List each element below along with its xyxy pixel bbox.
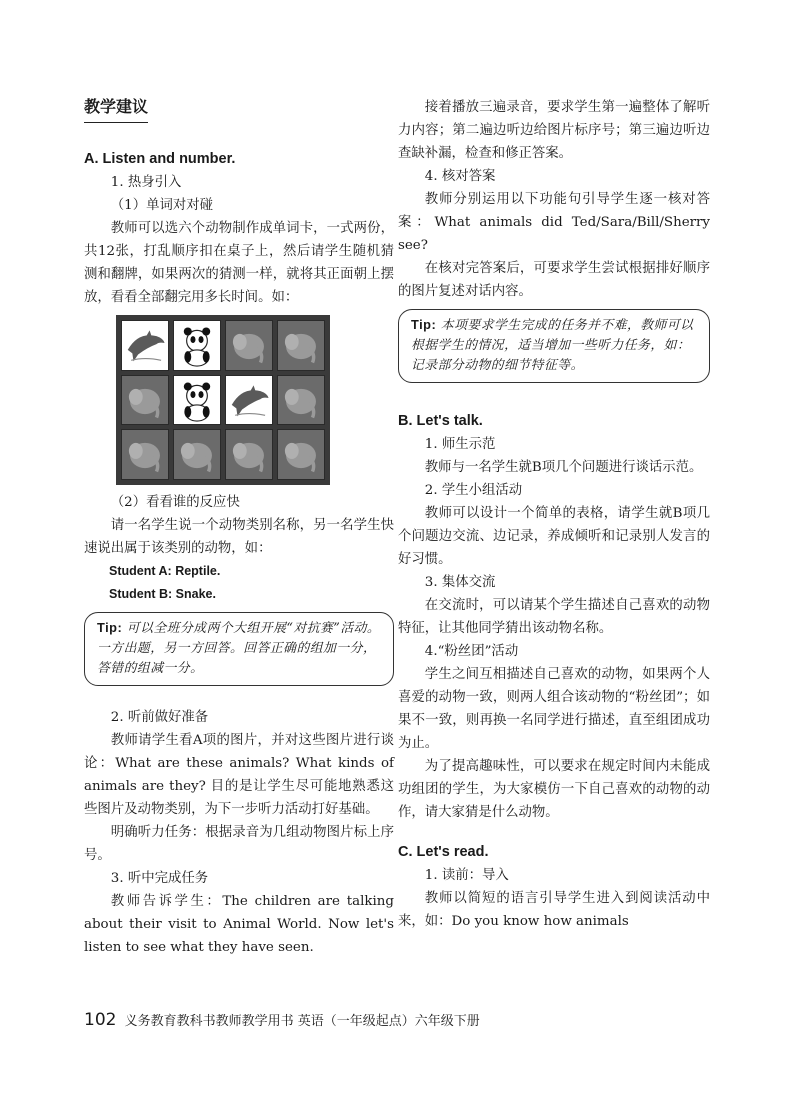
page-number: 102	[84, 1010, 117, 1030]
section-b-heading: B. Let's talk.	[398, 413, 483, 429]
student-b-line: Student B: Snake.	[109, 587, 216, 601]
step-2-text: 教师请学生看A项的图片，并对这些图片进行谈论：What are these animals? What kinds of animals are they? 目的是让学生尽可能地熟悉这些图片及动物类别，为下一步听力活动打好基础。	[84, 733, 394, 817]
tip-label: Tip:	[97, 620, 123, 635]
b-step-2-heading: 2. 学生小组活动	[424, 483, 523, 498]
word-card-dolphin	[121, 320, 169, 371]
b-step-4-heading: 4.“粉丝团”活动	[424, 644, 519, 659]
step-3-heading: 3. 听中完成任务	[110, 871, 209, 886]
step-4-text: 教师分别运用以下功能句引导学生逐一核对答案：What animals did Ted/Sara/Bill/Sherry see?	[398, 192, 710, 253]
b-step-3-heading: 3. 集体交流	[424, 575, 496, 590]
step-3-text-cont: 接着播放三遍录音，要求学生第一遍整体了解听力内容；第二遍边听边给图片标序号；第三遍边听边查缺补漏，检查和修正答案。	[398, 100, 710, 161]
step-1-1-heading: （1）单词对对碰	[110, 198, 214, 213]
word-card-back	[225, 320, 273, 371]
student-a-line: Student A: Reptile.	[109, 564, 221, 578]
word-card-back	[121, 429, 169, 480]
b-step-1-heading: 1. 师生示范	[424, 437, 496, 452]
word-card-grid-image	[116, 315, 330, 485]
word-card-back	[173, 429, 221, 480]
word-card-back	[277, 429, 325, 480]
elephant-icon	[226, 321, 272, 370]
c-step-1-text: 教师以简短的语言引导学生进入到阅读活动中来，如：Do you know how animals	[398, 891, 710, 929]
elephant-icon	[174, 430, 220, 479]
step-1-2-text: 请一名学生说一个动物类别名称，另一名学生快速说出属于该类别的动物，如：	[84, 518, 394, 556]
b-step-1-text: 教师与一名学生就B项几个问题进行谈话示范。	[424, 460, 703, 475]
panda-icon	[174, 376, 220, 425]
b-step-3-text: 在交流时，可以请某个学生描述自己喜欢的动物特征，让其他同学猜出该动物名称。	[398, 598, 710, 636]
tip-box-2	[398, 309, 710, 383]
word-card-back	[225, 429, 273, 480]
left-column	[84, 96, 394, 959]
b-step-4-text-2: 为了提高趣味性，可以要求在规定时间内未能成功组团的学生，为大家模仿一下自己喜欢的动物的动作，请大家猜是什么动物。	[398, 759, 710, 820]
elephant-icon	[278, 376, 324, 425]
step-2-text-2: 明确听力任务：根据录音为几组动物图片标上序号。	[84, 825, 394, 863]
dolphin-icon	[122, 321, 168, 370]
step-4-heading: 4. 核对答案	[424, 169, 496, 184]
section-a-heading: A. Listen and number.	[84, 151, 236, 167]
book-title: 义务教育教科书教师教学用书 英语（一年级起点）六年级下册	[124, 1014, 480, 1029]
step-4-text-2: 在核对完答案后，可要求学生尝试根据排好顺序的图片复述对话内容。	[398, 261, 710, 299]
dolphin-icon	[226, 376, 272, 425]
elephant-icon	[278, 430, 324, 479]
elephant-icon	[278, 321, 324, 370]
c-step-1-heading: 1. 读前：导入	[424, 868, 509, 883]
page-footer	[84, 1010, 480, 1030]
elephant-icon	[122, 376, 168, 425]
word-card-panda	[173, 375, 221, 426]
step-2-heading: 2. 听前做好准备	[110, 710, 209, 725]
tip-text: 可以全班分成两个大组开展“对抗赛”活动。一方出题，另一方回答。回答正确的组加一分，答错的组减一分。	[97, 621, 381, 676]
word-card-back	[121, 375, 169, 426]
section-c-heading: C. Let's read.	[398, 844, 489, 860]
word-card-panda	[173, 320, 221, 371]
tip-label: Tip:	[411, 317, 437, 332]
elephant-icon	[122, 430, 168, 479]
word-card-dolphin	[225, 375, 273, 426]
word-card-back	[277, 375, 325, 426]
right-column	[398, 96, 710, 933]
word-card-back	[277, 320, 325, 371]
panda-icon	[174, 321, 220, 370]
step-3-text: 教师告诉学生：The children are talking about their visit to Animal World. Now let's listen to see what they have seen.	[84, 894, 394, 955]
b-step-2-text: 教师可以设计一个简单的表格，请学生就B项几个问题边交流、边记录，养成倾听和记录别人发言的好习惯。	[398, 506, 710, 567]
section-title: 教学建议	[84, 96, 148, 123]
step-1-1-text: 教师可以选六个动物制作成单词卡，一式两份，共12张，打乱顺序扣在桌子上，然后请学生随机猜测和翻牌，如果两次的猜测一样，就将其正面朝上摆放，看看全部翻完用多长时间。如：	[84, 221, 394, 305]
b-step-4-text: 学生之间互相描述自己喜欢的动物，如果两个人喜爱的动物一致，则两人组合该动物的“粉丝团”；如果不一致，则再换一名同学进行描述，直至组团成功为止。	[398, 667, 710, 751]
step-1-2-heading: （2）看看谁的反应快	[110, 495, 240, 510]
tip-box-1	[84, 612, 394, 686]
step-1-heading: 1. 热身引入	[110, 175, 182, 190]
tip-text: 本项要求学生完成的任务并不难，教师可以根据学生的情况，适当增加一些听力任务，如：记录部分动物的细节特征等。	[411, 318, 694, 373]
elephant-icon	[226, 430, 272, 479]
